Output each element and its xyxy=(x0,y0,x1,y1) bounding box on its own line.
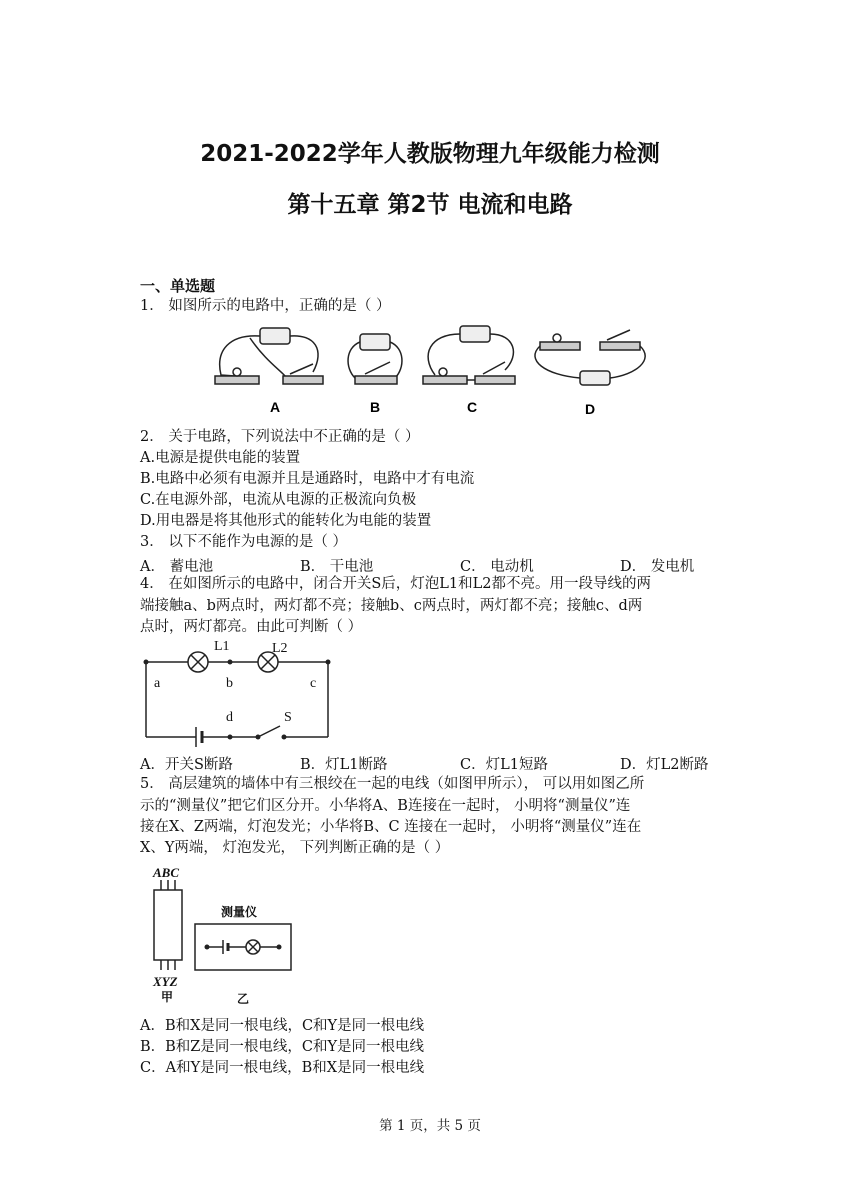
q4-option-c: C．灯L1短路 xyxy=(460,757,548,773)
label-s: S xyxy=(284,710,292,725)
q5-stem-line2: 示的“测量仪”把它们区分开。小华将A、B连接在一起时， 小明将“测量仪”连 xyxy=(140,798,631,814)
label-meter: 测量仪 xyxy=(221,905,258,919)
fig-label-d: D xyxy=(585,401,596,417)
q4-stem-line2: 端接触a、b两点时，两灯都不亮；接触b、c两点时，两灯都不亮；接触c、d两 xyxy=(140,598,643,614)
label-yi: 乙 xyxy=(237,992,250,1006)
label-b: b xyxy=(226,676,233,691)
q4-option-d: D．灯L2断路 xyxy=(620,757,709,773)
q4-stem-line3: 点时，两灯都亮。由此可判断（ ） xyxy=(140,619,363,635)
q5-stem-line1: 5． 高层建筑的墙体中有三根绞在一起的电线（如图甲所示）， 可以用如图乙所 xyxy=(140,776,645,792)
q3-option-a: A． 蓄电池 xyxy=(140,559,214,575)
label-l2: L2 xyxy=(272,641,288,656)
fig-label-a: A xyxy=(270,399,281,415)
q1-stem: 1． 如图所示的电路中，正确的是（ ） xyxy=(140,298,391,314)
label-d: d xyxy=(226,710,233,725)
label-jia: 甲 xyxy=(161,990,174,1004)
q5-stem-line4: X、Y两端， 灯泡发光， 下列判断正确的是（ ） xyxy=(140,840,450,856)
label-l1: L1 xyxy=(214,640,230,654)
page-footer: 第 1 页，共 5 页 xyxy=(379,1118,481,1134)
q5-option-c: C．A和Y是同一根电线，B和X是同一根电线 xyxy=(140,1060,425,1076)
q4-option-a: A．开关S断路 xyxy=(140,757,233,773)
q2-option-a: A.电源是提供电能的装置 xyxy=(140,450,301,466)
q4-circuit-diagram xyxy=(138,640,338,750)
q5-option-b: B．B和Z是同一根电线，C和Y是同一根电线 xyxy=(140,1039,425,1055)
label-c: c xyxy=(310,676,317,691)
label-a: a xyxy=(154,676,161,691)
q3-option-b: B． 干电池 xyxy=(300,559,374,575)
circuit-a xyxy=(215,328,323,384)
q4-option-b: B．灯L1断路 xyxy=(300,757,388,773)
q2-option-b: B.电路中必须有电源并且是通路时，电路中才有电流 xyxy=(140,471,475,487)
label-abc: ABC xyxy=(153,865,180,880)
label-xyz: XYZ xyxy=(153,974,178,989)
q5-stem-line3: 接在X、Z两端，灯泡发光；小华将B、C 连接在一起时， 小明将“测量仪”连在 xyxy=(140,819,642,835)
circuit-c xyxy=(423,326,515,384)
q2-option-c: C.在电源外部，电流从电源的正极流向负极 xyxy=(140,492,417,508)
q1-circuit-figures xyxy=(205,320,655,420)
circuit-d xyxy=(535,330,645,385)
fig-label-b: B xyxy=(370,399,381,415)
page-title: 2021-2022学年人教版物理九年级能力检测 xyxy=(200,141,660,167)
q3-option-c: C． 电动机 xyxy=(460,559,534,575)
q5-option-a: A．B和X是同一根电线，C和Y是同一根电线 xyxy=(140,1018,425,1034)
q2-option-d: D.用电器是将其他形式的能转化为电能的装置 xyxy=(140,513,432,529)
fig-label-c: C xyxy=(467,399,478,415)
q3-stem: 3． 以下不能作为电源的是（ ） xyxy=(140,534,347,550)
circuit-b xyxy=(348,334,402,384)
section-heading: 一、单选题 xyxy=(140,277,216,295)
q4-stem-line1: 4． 在如图所示的电路中，闭合开关S后，灯泡L1和L2都不亮。用一段导线的两 xyxy=(140,576,651,592)
q5-figure xyxy=(145,862,305,1010)
q3-option-d: D． 发电机 xyxy=(620,559,695,575)
page-subtitle: 第十五章 第2节 电流和电路 xyxy=(287,192,573,218)
q2-stem: 2． 关于电路，下列说法中不正确的是（ ） xyxy=(140,429,420,445)
